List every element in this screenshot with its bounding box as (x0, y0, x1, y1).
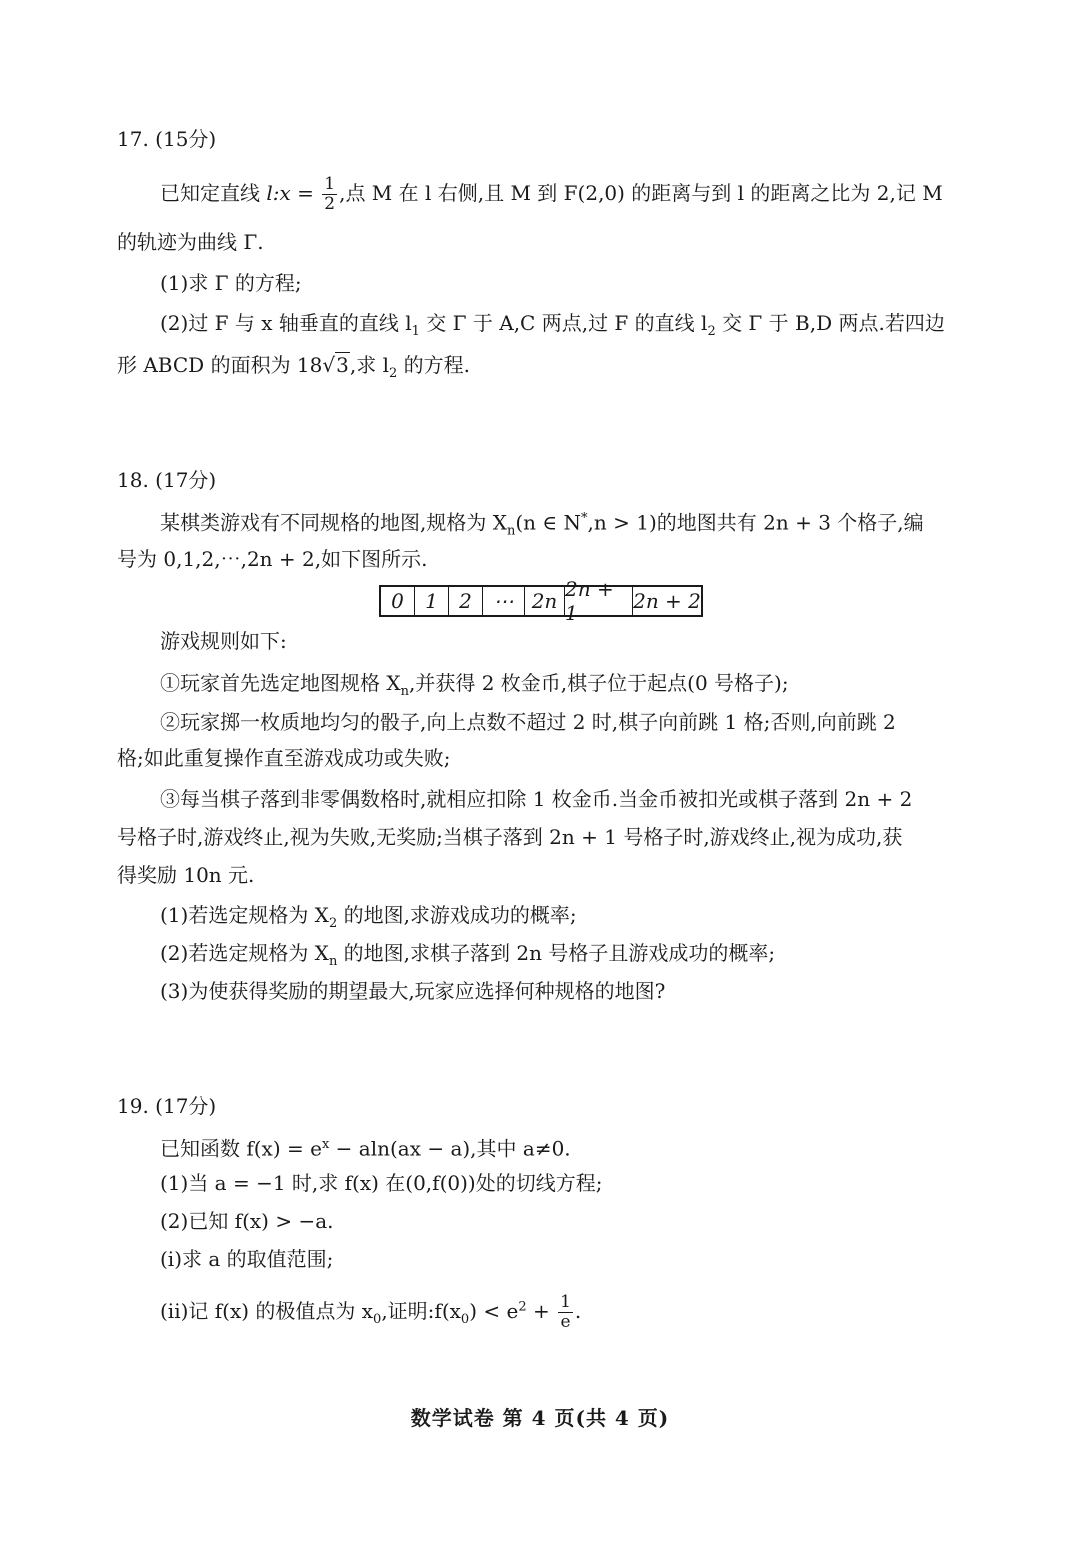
q18-part-2: (2)若选定规格为 $X_n$ 的地图,求棋子落到 2n 号格子且游戏成功的概率; (160, 941, 776, 969)
q17-part-1: (1)求 Γ 的方程; (160, 271, 302, 295)
q18-rule-1: ①玩家首先选定地图规格 $X_n$,并获得 2 枚金币,棋子位于起点(0 号格子); (160, 671, 789, 699)
q19-line-1: 已知函数 $f(x) = e^x - aln(ax - a)$,其中 a≠0. (160, 1136, 571, 1161)
q17-heading: 17. (15分) (117, 127, 217, 151)
q19-fraction: $\frac{1}{e}$ (560, 1292, 571, 1332)
q19-heading: 19. (17分) (117, 1094, 217, 1118)
q18-part-1: (1)若选定规格为 $X_2$ 的地图,求游戏成功的概率; (160, 903, 577, 931)
sqrt-symbol: √3 (322, 353, 349, 377)
q19-part-2-ii: (ii)记 f(x) 的极值点为 $x_0$,证明$:f(x_0) < e^2$ + $\frac{1}{e}$ . (160, 1292, 582, 1332)
game-board-cells (379, 577, 703, 625)
q17-part-2-cont: 形 ABCD 的面积为 18√3,求 $l_2$ 的方程. (117, 353, 470, 381)
board-cell: ⋯ (483, 587, 525, 615)
q19-part-1: (1)当 a = −1 时,求 f(x) 在(0,f(0))处的切线方程; (160, 1171, 603, 1195)
q17-line-2: 的轨迹为曲线 Γ. (117, 230, 264, 254)
q17-line-1: 已知定直线 l:x = $\frac{1}{2}$ ,点 M 在 l 右侧,且 M 到 F(2,0) 的距离与到 l 的距离之比为 2,记 M (160, 174, 943, 214)
board-cell: 2n + 2 (633, 589, 701, 613)
q18-rule-3: ③每当棋子落到非零偶数格时,就相应扣除 1 枚金币.当金币被扣光或棋子落到 2n + 2 (160, 787, 913, 811)
q18-rule-2-cont: 格;如此重复操作直至游戏成功或失败; (117, 746, 451, 770)
q18-line-2: 号为 0,1,2,⋯,2n + 2,如下图所示. (117, 547, 428, 571)
q19-part-2-i: (i)求 a 的取值范围; (160, 1247, 334, 1271)
q18-rule-3-cont2: 得奖励 10n 元. (117, 863, 255, 887)
q17-fraction: $\frac{1}{2}$ (324, 174, 336, 214)
board-cell: 2n (525, 587, 565, 615)
q17-part-2: (2)过 F 与 x 轴垂直的直线 $l_1$ 交 Γ 于 A,C 两点,过 F 的直线 $l_2$ 交 Γ 于 B,D 两点.若四边 (160, 311, 945, 339)
page-footer: 数学试卷 第 4 页(共 4 页) (410, 1406, 670, 1430)
board-cell: 0 (381, 587, 415, 615)
q18-rule-3-cont: 号格子时,游戏终止,视为失败,无奖励;当棋子落到 2n + 1 号格子时,游戏终止,视为成功,获 (117, 825, 903, 849)
q19-part-2: (2)已知 f(x) > −a. (160, 1209, 334, 1233)
q18-heading: 18. (17分) (117, 468, 217, 492)
board-cell: 1 (415, 587, 449, 615)
q18-line-1: 某棋类游戏有不同规格的地图,规格为 $X_n(n$ ∈ N*,n > 1)的地图共有 2n + 3 个格子,编 (160, 510, 924, 539)
board-cell: 2 (449, 587, 483, 615)
board-cell: 2n + 1 (565, 587, 633, 615)
q18-part-3: (3)为使获得奖励的期望最大,玩家应选择何种规格的地图? (160, 979, 666, 1003)
q18-rule-2: ②玩家掷一枚质地均匀的骰子,向上点数不超过 2 时,棋子向前跳 1 格;否则,向前跳 2 (160, 710, 896, 734)
q18-rules-title: 游戏规则如下: (160, 629, 287, 653)
